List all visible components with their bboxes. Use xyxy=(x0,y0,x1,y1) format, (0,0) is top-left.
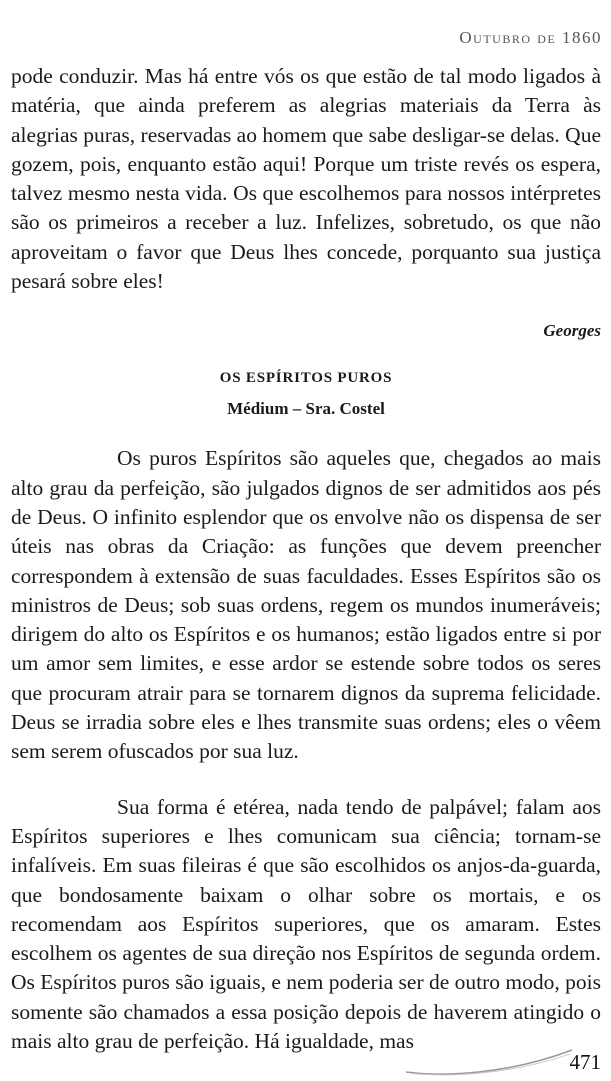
paragraph: Os puros Espíritos são aqueles que, chegados ao mais alto grau da perfeição, são julgados dignos de ser admitidos aos pés de Deus. O infinito esplendor que os envolve não os dispensa de ser úteis nas obras da Criação: as funções que devem preencher correspondem à extensão de suas faculdades. Esses Espíritos são os ministros de Deus; sob suas ordens, regem os mundos inumeráveis; dirigem do alto os Espíritos e os humanos; estão ligados entre si por um amor sem limites, e esse ardor se estende sobre todos os seres que procuram atrair para se tornarem dignos da suprema felicidade. Deus se irradia sobre eles e lhes transmite suas ordens; eles o vêem sem serem ofuscados por sua luz. xyxy=(11,446,601,764)
swoosh-ornament-icon xyxy=(404,1046,574,1078)
page-footer xyxy=(0,1044,611,1081)
spacer xyxy=(11,420,601,444)
author-signature: Georges xyxy=(543,321,601,341)
paragraph-continued: pode conduzir. Mas há entre vós os que estão de tal modo ligados à matéria, que ainda preferem as alegrias materiais da Terra às alegrias puras, reservadas ao homem que sabe desligar-se delas. Que gozem, pois, enquanto estão aqui! Porque um triste revés os espera, talvez mesmo nesta vida. Os que escolhemos para nossos intérpretes são os primeiros a receber a luz. Infelizes, sobretudo, os que não aproveitam o favor que Deus lhes concede, porquanto sua justiça pesará sobre eles! xyxy=(11,64,601,294)
paragraph: Sua forma é etérea, nada tendo de palpável; falam aos Espíritos superiores e lhes comunicam sua ciência; tornam-se infalíveis. Em suas fileiras é que são escolhidos os anjos-da-guarda, que bondosamente baixam o olhar sobre os mortais, e os recomendam aos Espíritos superiores, que os amaram. Estes escolhem os agentes de sua direção nos Espíritos de segunda ordem. Os Espíritos puros são iguais, e nem poderia ser de outro modo, pois somente são chamados a essa posição depois de haverem atingido o mais alto grau de perfeição. Há igualdade, mas xyxy=(11,794,601,1054)
section-title: OS ESPÍRITOS PUROS xyxy=(219,370,393,387)
section-subtitle: Médium – Sra. Costel xyxy=(227,399,385,419)
spacer xyxy=(11,767,601,793)
page-number: 471 xyxy=(569,1050,601,1074)
running-header: Outubro de 1860 xyxy=(459,28,602,47)
page-body xyxy=(11,62,601,1056)
